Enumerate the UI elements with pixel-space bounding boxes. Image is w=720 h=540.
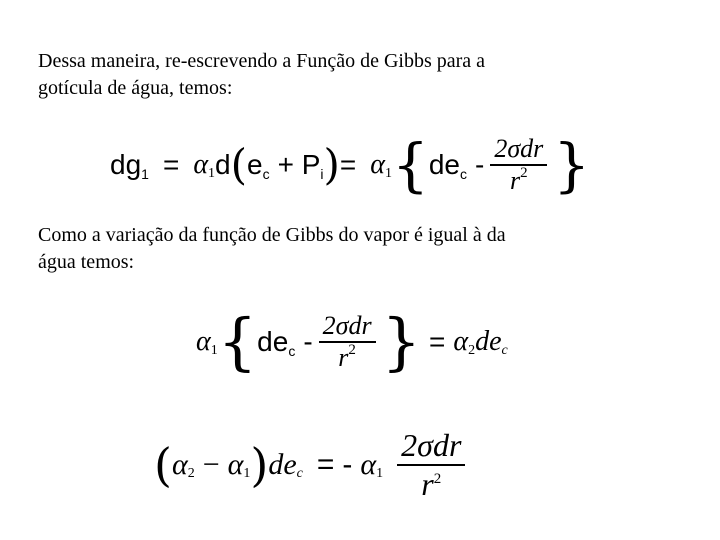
eq1-close-brace: } (553, 131, 591, 199)
eq1-alpha-sub: 1 (208, 166, 216, 181)
equation-2 (196, 302, 508, 382)
eq3-denominator: r (421, 465, 434, 502)
eq3-minus: − (202, 448, 220, 481)
second-paragraph (38, 222, 678, 276)
eq2-alpha: α (196, 326, 211, 357)
eq1-denominator: r (510, 165, 521, 195)
eq1-equals: = (162, 149, 180, 180)
eq1-lhs: dg (110, 149, 142, 180)
second-line-2: água temos: (38, 251, 135, 273)
eq3-den-sup: 2 (433, 470, 442, 487)
eq3-alpha-3: α (360, 448, 377, 481)
eq3-numerator: 2σdr (401, 427, 462, 464)
eq3-close-paren: ) (250, 438, 269, 492)
eq2-denominator: r (338, 342, 349, 372)
eq2-numerator: 2σdr (322, 311, 372, 341)
eq1-alpha2-sub: 1 (384, 166, 392, 181)
eq1-plus-p: + P (277, 149, 321, 180)
equation-3 (154, 420, 471, 510)
eq2-close-brace: } (381, 305, 422, 378)
eq1-minus: - (475, 149, 485, 180)
eq3-alpha2-sub: 2 (187, 466, 195, 481)
eq1-open-paren: ( (230, 140, 247, 189)
eq1-e: e (246, 149, 263, 180)
eq1-p-sub: i (320, 166, 324, 182)
equation-1 (110, 130, 590, 200)
eq3-alpha-2: α (171, 448, 188, 481)
eq3-alpha1-sub: 1 (243, 466, 251, 481)
eq1-close-paren: ) (323, 140, 340, 189)
eq1-de-sub: c (460, 166, 468, 182)
eq2-open-brace: { (217, 305, 258, 378)
eq2-equals: = (429, 326, 446, 357)
eq1-alpha-2: α (370, 149, 385, 180)
eq2-alpha-2: α (453, 326, 469, 357)
eq1-den-sup: 2 (520, 164, 528, 181)
intro-paragraph (38, 48, 678, 102)
eq1-de: de (428, 149, 461, 180)
eq1-lhs-sub: 1 (141, 166, 149, 182)
intro-line-2: gotícula de água, temos: (38, 77, 233, 99)
eq1-alpha: α (193, 149, 209, 180)
eq3-de-sub: c (296, 466, 303, 481)
eq3-open-paren: ( (154, 438, 172, 492)
eq1-e-sub: c (262, 166, 270, 182)
eq2-de2-sub: c (501, 343, 508, 358)
eq3-fraction (397, 427, 465, 502)
eq3-de: de (268, 448, 297, 481)
eq3-alpha-1: α (227, 448, 244, 481)
eq3-alpha3-sub: 1 (376, 466, 384, 481)
intro-line-1: Dessa maneira, re-escrevendo a Função de Gibbs para a (38, 50, 486, 72)
second-line-1: Como a variação da função de Gibbs do vapor é igual à da (38, 224, 506, 246)
eq1-d: d (215, 149, 231, 180)
eq3-equals: = (316, 448, 335, 481)
eq2-de: de (257, 326, 289, 357)
eq1-open-brace: { (391, 131, 429, 199)
eq1-fraction (490, 134, 547, 195)
eq1-equals-2: = (339, 149, 357, 180)
eq2-fraction (319, 311, 376, 372)
eq3-neg: - (342, 448, 353, 481)
eq2-de-2: de (475, 326, 502, 357)
eq2-minus: - (303, 326, 313, 357)
eq2-de-sub: c (288, 343, 296, 359)
eq2-alpha-sub: 1 (210, 343, 218, 358)
eq2-alpha2-sub: 2 (468, 343, 476, 358)
eq1-numerator: 2σdr (494, 134, 544, 164)
eq2-den-sup: 2 (348, 341, 356, 358)
